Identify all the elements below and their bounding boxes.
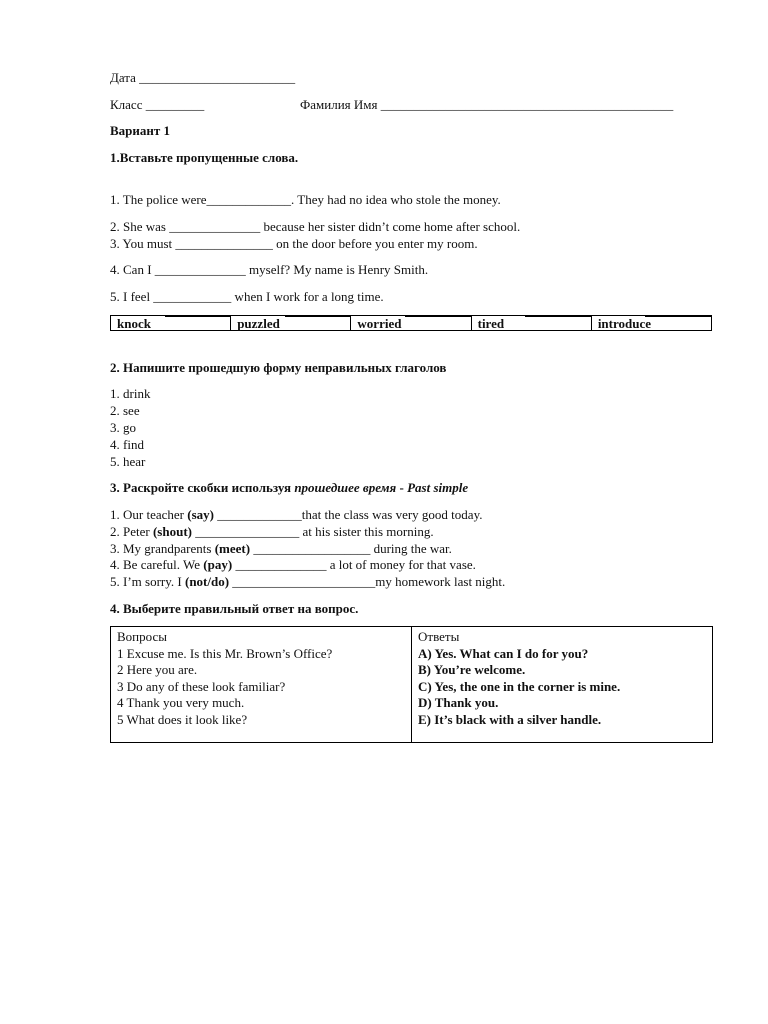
- question-item: 4 Thank you very much.: [117, 695, 245, 711]
- task2-item: 2. see: [110, 403, 140, 418]
- answers-column: [412, 627, 712, 742]
- word-bank-table: [110, 315, 712, 331]
- question-item: 3 Do any of these look familiar?: [117, 678, 286, 694]
- task2-item: 1. drink: [110, 386, 151, 401]
- word-bank-cell: introduce: [592, 316, 711, 330]
- word-bank-cell: puzzled: [231, 316, 351, 330]
- task1-item: 4. Can I ______________ myself? My name is Henry Smith.: [110, 262, 429, 277]
- task1-item: 2. She was ______________ because her sister didn’t come home after school.: [110, 219, 521, 234]
- task3-item: 5. I’m sorry. I (not/do) ______________________my homework last night.: [110, 574, 506, 589]
- word-bank-cell: worried: [351, 316, 471, 330]
- task2-item: 4. find: [110, 437, 144, 452]
- answer-item: C) Yes, the one in the corner is mine.: [418, 678, 621, 694]
- date-line: Дата ________________________: [110, 70, 296, 85]
- answer-item: D) Thank you.: [418, 695, 499, 711]
- answer-item: B) You’re welcome.: [418, 662, 526, 678]
- answer-item: E) It’s black with a silver handle.: [418, 711, 602, 727]
- answer-item: A) Yes. What can I do for you?: [418, 645, 589, 661]
- questions-column: [111, 627, 412, 742]
- class-line: Класс _________: [110, 97, 205, 112]
- task2-title: 2. Напишите прошедшую форму неправильных глаголов: [110, 360, 447, 375]
- answers-header: Ответы: [418, 629, 460, 644]
- word-bank-cell: tired: [472, 316, 592, 330]
- task3-item: 3. My grandparents (meet) __________________ during the war.: [110, 541, 452, 556]
- task3-item: 4. Be careful. We (pay) ______________ a lot of money for that vase.: [110, 557, 476, 572]
- variant-title: Вариант 1: [110, 123, 171, 138]
- task3-title: 3. Раскройте скобки используя прошедшее время - Past simple: [110, 480, 469, 495]
- task1-item: 1. The police were_____________. They had no idea who stole the money.: [110, 192, 501, 207]
- task3-item: 2. Peter (shout) ________________ at his sister this morning.: [110, 524, 434, 539]
- question-item: 2 Here you are.: [117, 662, 198, 678]
- task3-item: 1. Our teacher (say) _____________that the class was very good today.: [110, 507, 483, 522]
- word-bank-cell: knock: [111, 316, 231, 330]
- questions-header: Вопросы: [117, 629, 167, 644]
- task1-title: 1.Вставьте пропущенные слова.: [110, 150, 299, 165]
- task4-title: 4. Выберите правильный ответ на вопрос.: [110, 601, 359, 616]
- question-item: 5 What does it look like?: [117, 711, 248, 727]
- task1-item: 3. You must _______________ on the door before you enter my room.: [110, 236, 478, 251]
- question-item: 1 Excuse me. Is this Mr. Brown’s Office?: [117, 645, 333, 661]
- qa-table: [110, 626, 713, 743]
- task1-item: 5. I feel ____________ when I work for a long time.: [110, 289, 384, 304]
- task2-item: 3. go: [110, 420, 136, 435]
- task2-item: 5. hear: [110, 454, 146, 469]
- name-line: Фамилия Имя _____________________________________________: [300, 97, 674, 112]
